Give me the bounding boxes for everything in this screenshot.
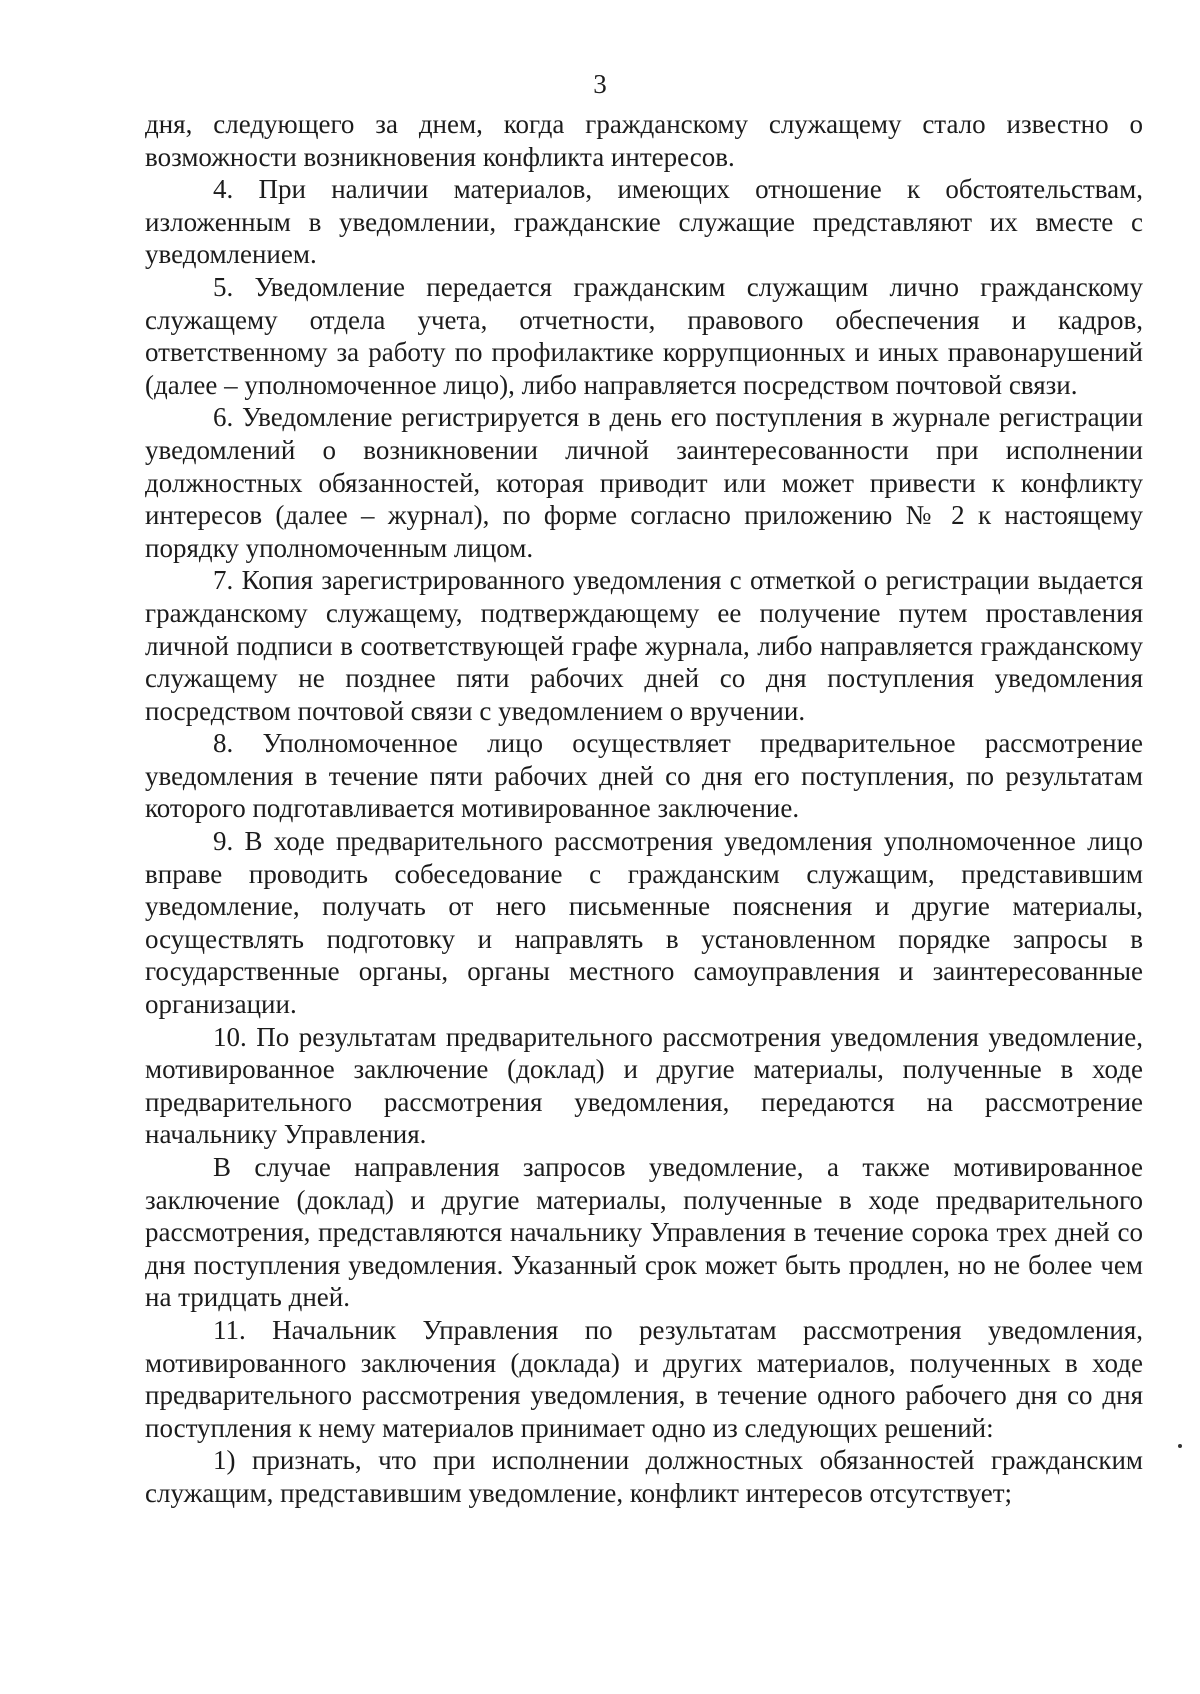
paragraph-subitem-1: 1) признать, что при исполнении должностных обязанностей гражданским служащим, представившим уведомление, конфликт интересов отсутствует; [145,1445,1143,1508]
document-body [145,108,1143,1510]
paragraph-item-10: 10. По результатам предварительного рассмотрения уведомления уведомление, мотивированное заключение (доклад) и другие материалы, полученные в ходе предварительного рассмотрения уведомления, передаются на рассмотрение начальнику Управления. [145,1021,1143,1150]
paragraph-item-7: 7. Копия зарегистрированного уведомления с отметкой о регистрации выдается гражданскому служащему, подтверждающему ее получение путем проставления личной подписи в соответствующей графе журнала, либо направляется гражданскому служащему не позднее пяти рабочих дней со дня поступления уведомления посредством почтовой связи с уведомлением о вручении. [145,565,1143,726]
paragraph-item-10-continued: В случае направления запросов уведомление, а также мотивированное заключение (доклад) и другие материалы, полученные в ходе предварительного рассмотрения, представляются начальнику Управления в течение сорока трех дней со дня поступления уведомления. Указанный срок может быть продлен, но не более чем на тридцать дней. [145,1152,1143,1313]
paragraph-item-8: 8. Уполномоченное лицо осуществляет предварительное рассмотрение уведомления в течение пяти рабочих дней со дня его поступления, по результатам которого подготавливается мотивированное заключение. [145,728,1143,824]
paragraph-item-4: 4. При наличии материалов, имеющих отношение к обстоятельствам, изложенным в уведомлении, гражданские служащие представляют их вместе с уведомлением. [145,174,1143,270]
scan-speck [1178,1444,1182,1448]
paragraph-continuation: дня, следующего за днем, когда гражданскому служащему стало известно о возможности возникновения конфликта интересов. [145,109,1143,172]
page-number: 3 [593,69,607,99]
paragraph-item-11: 11. Начальник Управления по результатам рассмотрения уведомления, мотивированного заключения (доклада) и других материалов, полученных в ходе предварительного рассмотрения уведомления, в течение одного рабочего дня со дня поступления к нему материалов принимает одно из следующих решений: [145,1314,1143,1443]
paragraph-item-5: 5. Уведомление передается гражданским служащим лично гражданскому служащему отдела учета, отчетности, правового обеспечения и кадров, ответственному за работу по профилактике коррупционных и иных правонарушений (далее – уполномоченное лицо), либо направляется посредством почтовой связи. [145,271,1143,400]
paragraph-item-6: 6. Уведомление регистрируется в день его поступления в журнале регистрации уведомлений о возникновении личной заинтересованности при исполнении должностных обязанностей, которая приводит или может привести к конфликту интересов (далее – журнал), по форме согласно приложению № 2 к настоящему порядку уполномоченным лицом. [145,402,1143,563]
paragraph-item-9: 9. В ходе предварительного рассмотрения уведомления уполномоченное лицо вправе проводить собеседование с гражданским служащим, представившим уведомление, получать от него письменные пояснения и другие материалы, осуществлять подготовку и направлять в установленном порядке запросы в государственные органы, органы местного самоуправления и заинтересованные организации. [145,826,1143,1020]
